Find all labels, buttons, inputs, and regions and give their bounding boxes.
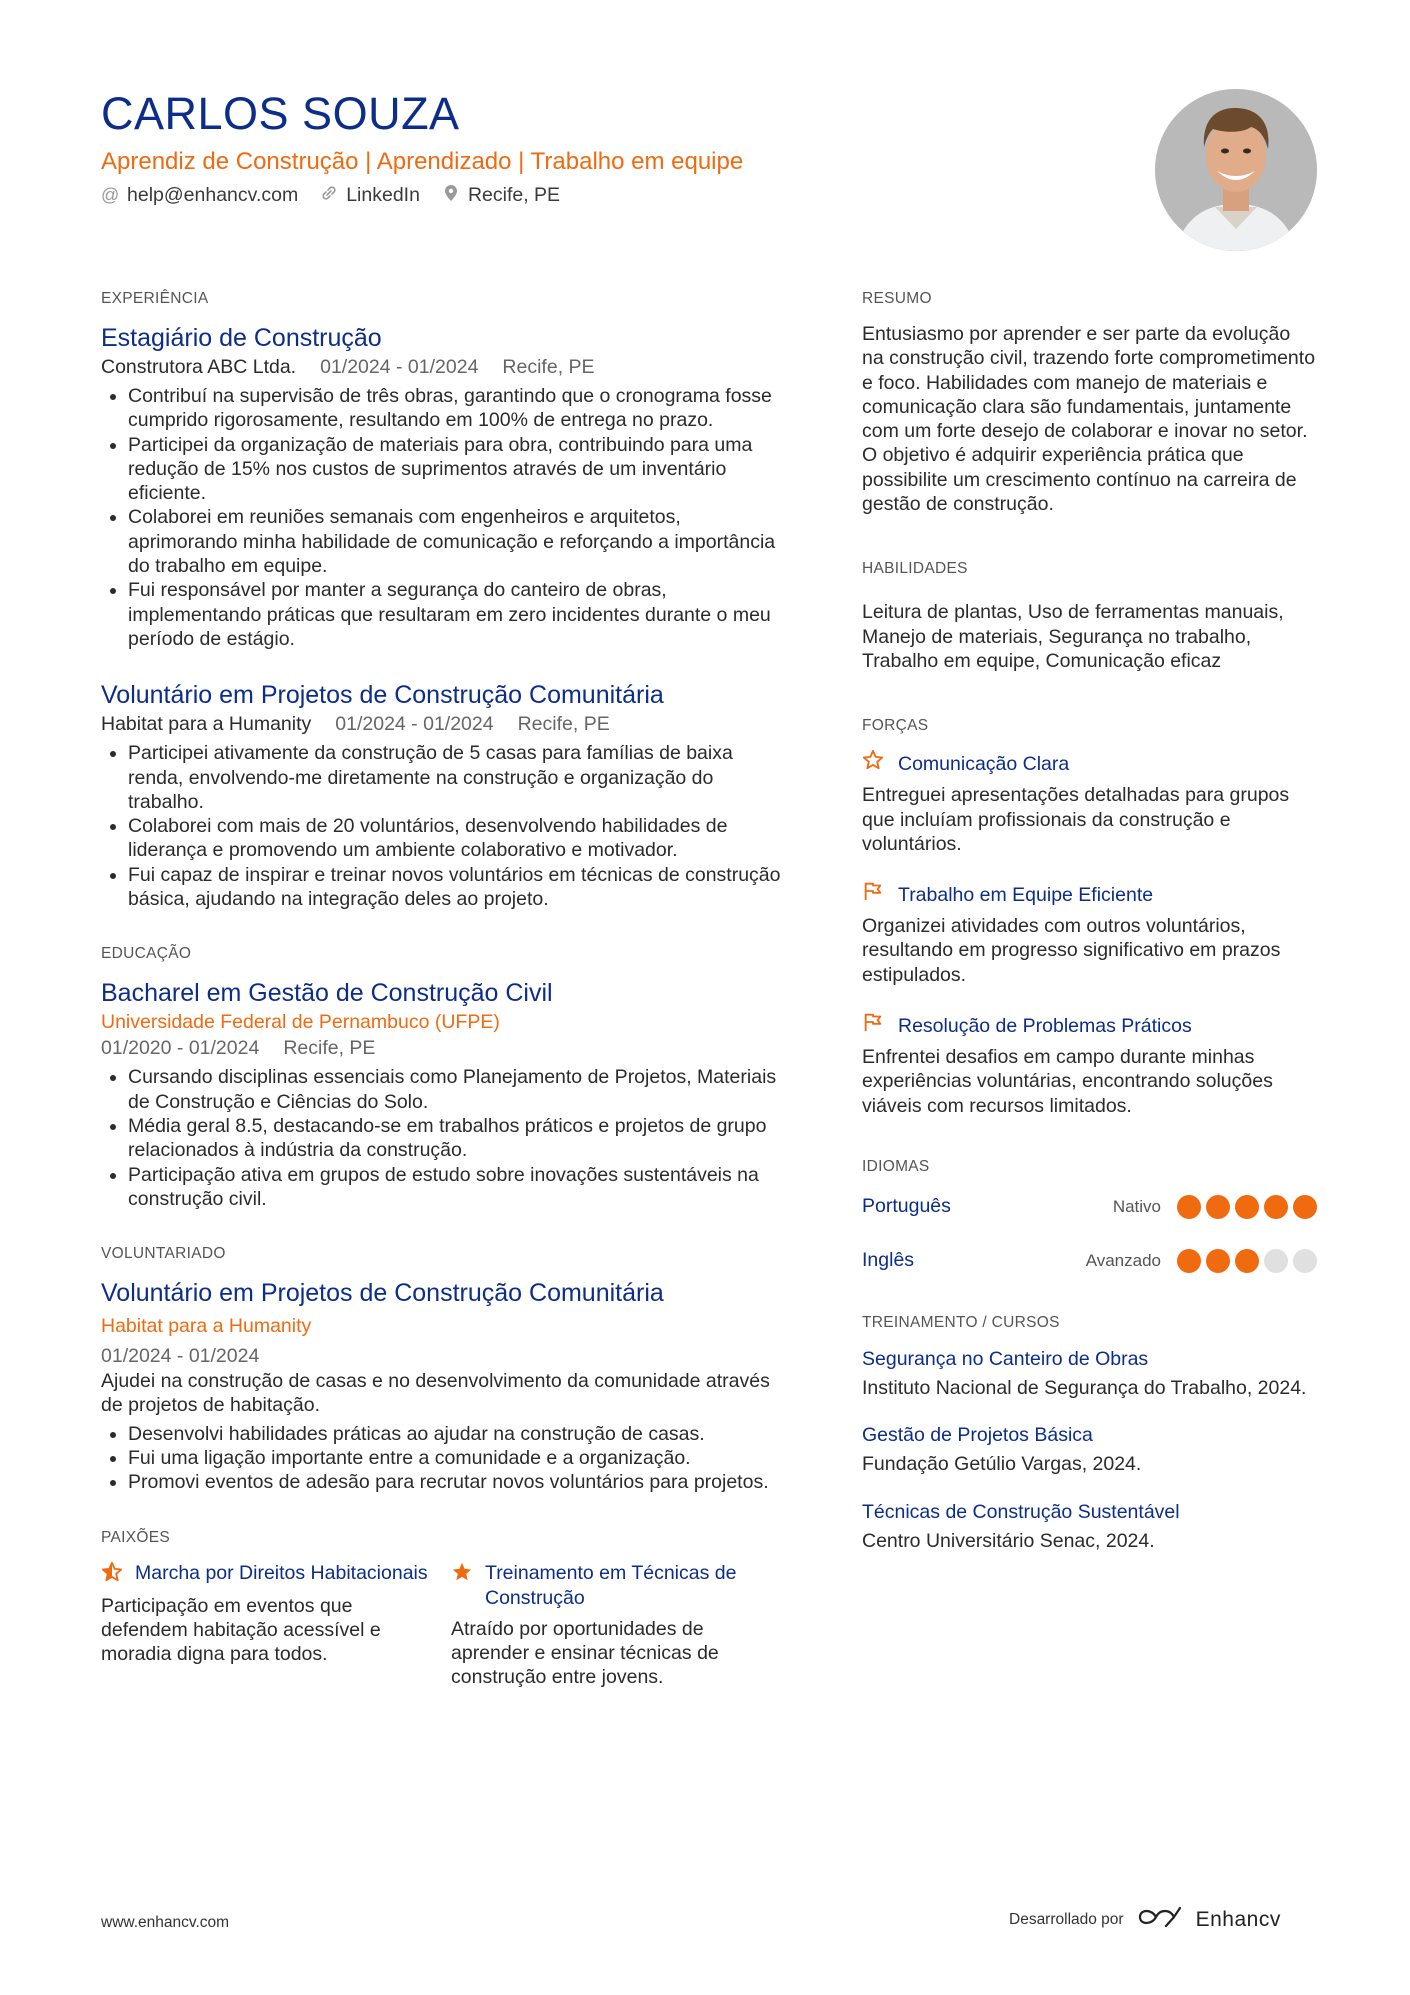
- bullet-item: • Promovi eventos de adesão para recrutar novos voluntários para projetos.: [128, 1470, 781, 1494]
- bullet-item: • Participei ativamente da construção de 5 casas para famílias de baixa renda, envolvendo-me diretamente na construção e organização do trabalho.: [128, 741, 781, 814]
- summary-section: [862, 290, 1317, 516]
- training-item: [862, 1346, 1317, 1400]
- job-company: Habitat para a Humanity: [101, 713, 312, 736]
- passion-item: [101, 1561, 431, 1690]
- experience-section: [101, 290, 781, 911]
- strength-item: [862, 1011, 1317, 1118]
- course-detail: Instituto Nacional de Segurança do Trabalho, 2024.: [862, 1376, 1307, 1399]
- bullet-item: • Fui capaz de inspirar e treinar novos voluntários em técnicas de construção básica, ajudando na integração deles ao projeto.: [128, 863, 781, 912]
- bullet-item: • Participei da organização de materiais para obra, contribuindo para uma redução de 15% nos custos de suprimentos através de um inventário eficiente.: [128, 433, 781, 506]
- skills-section: [862, 560, 1317, 673]
- bullet-item: • Participação ativa em grupos de estudo sobre inovações sustentáveis na construção civil.: [128, 1163, 781, 1212]
- skills-text: Leitura de plantas, Uso de ferramentas manuais, Manejo de materiais, Segurança no trabalho, Trabalho em equipe, Comunicação eficaz: [862, 601, 1284, 672]
- strength-title: Resolução de Problemas Práticos: [898, 1014, 1192, 1037]
- brand-name: Enhancv: [1195, 1907, 1281, 1931]
- languages-section: [862, 1158, 1317, 1288]
- volunteer-meta: [101, 1343, 781, 1369]
- course-title: Técnicas de Construção Sustentável: [862, 1500, 1180, 1523]
- strength-text: Enfrentei desafios em campo durante minhas experiências voluntárias, encontrando soluções viáveis com recursos limitados.: [862, 1046, 1273, 1117]
- job-meta: [101, 354, 781, 380]
- contact-location: [442, 184, 560, 207]
- at-icon: @: [101, 185, 120, 205]
- language-level: Nativo: [1112, 1196, 1161, 1216]
- language-row: [862, 1234, 1317, 1288]
- volunteer-description: Ajudei na construção de casas e no desenvolvimento da comunidade através de projetos de habitação.: [101, 1370, 770, 1417]
- strength-title-row: [862, 1011, 1317, 1040]
- experience-entry: [101, 679, 781, 911]
- strength-title-row: [862, 749, 1317, 778]
- education-meta: [101, 1035, 781, 1061]
- job-meta: [101, 711, 781, 737]
- section-title-skills: HABILIDADES: [862, 560, 968, 578]
- star-icon: [451, 1561, 473, 1611]
- rating-dot-filled: [1293, 1195, 1317, 1219]
- bullet-item: • Fui responsável por manter a segurança do canteiro de obras, implementando práticas que resultaram em zero incidentes durante o meu período de estágio.: [128, 578, 781, 651]
- education-location: Recife, PE: [283, 1037, 376, 1060]
- enhancv-logo-icon: [1136, 1905, 1184, 1934]
- star-outline-icon: [862, 749, 884, 778]
- job-dates: 01/2024 - 01/2024: [335, 713, 494, 736]
- flag-icon: [862, 880, 884, 909]
- job-title: Estagiário de Construção: [101, 324, 382, 352]
- passion-text: Participação em eventos que defendem habitação acessível e moradia digna para todos.: [101, 1594, 381, 1666]
- section-title-experience: EXPERIÊNCIA: [101, 290, 209, 307]
- job-company: Construtora ABC Ltda.: [101, 356, 297, 378]
- language-row: [862, 1180, 1317, 1234]
- contact-linkedin[interactable]: [320, 184, 420, 207]
- volunteer-dates: 01/2024 - 01/2024: [101, 1345, 260, 1368]
- education-bullets: [101, 1065, 781, 1211]
- passion-text: Atraído por oportunidades de aprender e ensinar técnicas de construção entre jovens.: [451, 1617, 719, 1689]
- section-title-volunteering: VOLUNTARIADO: [101, 1245, 226, 1263]
- contact-email[interactable]: [101, 184, 298, 207]
- degree-title: Bacharel em Gestão de Construção Civil: [101, 979, 553, 1008]
- job-dates: 01/2024 - 01/2024: [320, 356, 479, 378]
- training-item: [862, 1499, 1317, 1553]
- job-location: Recife, PE: [502, 356, 595, 378]
- language-name: Inglês: [862, 1249, 915, 1272]
- footer-branding: [1009, 1905, 1281, 1934]
- passion-title-row: [451, 1561, 781, 1611]
- location-pin-icon: [442, 184, 460, 207]
- flag-icon: [862, 1011, 884, 1040]
- candidate-name: CARLOS SOUZA: [101, 88, 460, 139]
- passion-title-row: [101, 1561, 431, 1588]
- rating-dot-empty: [1293, 1249, 1317, 1273]
- summary-text: Entusiasmo por aprender e ser parte da evolução na construção civil, trazendo forte comprometimento e foco. Habilidades com manejo de materiais e comunicação clara são fundamentais, juntamente com um forte desejo de colaborar e inovar no setor. O objetivo é adquirir experiência prática que possibilite um crescimento contínuo na carreira de gestão de construção.: [862, 323, 1316, 516]
- contact-bar: [101, 184, 560, 207]
- section-title-passions: PAIXÕES: [101, 1528, 171, 1546]
- language-name: Português: [862, 1195, 951, 1218]
- job-title: Voluntário em Projetos de Construção Comunitária: [101, 681, 664, 710]
- course-detail: Fundação Getúlio Vargas, 2024.: [862, 1453, 1142, 1476]
- profile-photo: [1155, 89, 1317, 251]
- strength-text: Entreguei apresentações detalhadas para grupos que incluíam profissionais da construção e voluntários.: [862, 784, 1290, 855]
- job-bullets: [101, 384, 781, 651]
- course-title: Segurança no Canteiro de Obras: [862, 1347, 1149, 1370]
- job-location: Recife, PE: [517, 713, 610, 736]
- section-title-strengths: FORÇAS: [862, 717, 929, 735]
- rating-dot-filled: [1264, 1195, 1288, 1219]
- passions-list: [101, 1561, 781, 1690]
- bullet-item: • Média geral 8.5, destacando-se em trabalhos práticos e projetos de grupo relacionados à indústria da construção.: [128, 1114, 781, 1163]
- education-dates: 01/2020 - 01/2024: [101, 1037, 260, 1060]
- education-section: [101, 945, 781, 1211]
- rating-dot-filled: [1235, 1195, 1259, 1219]
- rating-dot-filled: [1206, 1195, 1230, 1219]
- link-icon: [320, 184, 338, 207]
- contact-email-text: help@enhancv.com: [127, 184, 299, 206]
- section-title-languages: IDIOMAS: [862, 1157, 930, 1175]
- volunteer-bullets: [101, 1422, 781, 1495]
- bullet-item: • Colaborei com mais de 20 voluntários, desenvolvendo habilidades de liderança e promovendo um ambiente colaborativo e motivador.: [128, 814, 781, 863]
- bullet-item: • Cursando disciplinas essenciais como Planejamento de Projetos, Materiais de Construção e Ciências do Solo.: [128, 1065, 781, 1114]
- strength-text: Organizei atividades com outros voluntários, resultando em progresso significativo em prazos estipulados.: [862, 915, 1281, 986]
- strength-item: [862, 880, 1317, 987]
- strength-item: [862, 749, 1317, 856]
- passion-item: [451, 1561, 781, 1690]
- bullet-item: • Contribuí na supervisão de três obras, garantindo que o cronograma fosse cumprido rigorosamente, resultando em 100% de entrega no prazo.: [128, 384, 781, 433]
- contact-linkedin-text: LinkedIn: [346, 184, 420, 206]
- contact-location-text: Recife, PE: [467, 184, 561, 206]
- experience-entry: [101, 322, 781, 651]
- strengths-section: [862, 717, 1317, 1118]
- rating-dot-filled: [1206, 1249, 1230, 1273]
- rating-dot-filled: [1177, 1249, 1201, 1273]
- section-title-education: EDUCAÇÃO: [101, 945, 192, 963]
- school-name: Universidade Federal de Pernambuco (UFPE): [101, 1011, 500, 1034]
- rating-dot-filled: [1235, 1249, 1259, 1273]
- section-title-training: TREINAMENTO / CURSOS: [862, 1313, 1060, 1331]
- volunteering-section: [101, 1245, 781, 1494]
- powered-by-text: Desarrollado por: [1009, 1910, 1124, 1928]
- passion-title: Marcha por Direitos Habitacionais: [135, 1561, 428, 1584]
- right-column: [862, 290, 1317, 1553]
- strength-title: Trabalho em Equipe Eficiente: [898, 883, 1154, 906]
- star-half-icon: [101, 1561, 123, 1588]
- passions-section: [101, 1529, 781, 1690]
- language-rating: [1177, 1195, 1317, 1219]
- volunteer-org: Habitat para a Humanity: [101, 1315, 312, 1338]
- rating-dot-empty: [1264, 1249, 1288, 1273]
- strength-title-row: [862, 880, 1317, 909]
- language-rating: [1177, 1249, 1317, 1273]
- candidate-tagline: Aprendiz de Construção | Aprendizado | Trabalho em equipe: [101, 148, 744, 175]
- job-bullets: [101, 741, 781, 911]
- training-section: [862, 1314, 1317, 1553]
- volunteer-role: Voluntário em Projetos de Construção Comunitária: [101, 1279, 664, 1308]
- footer-website[interactable]: www.enhancv.com: [101, 1914, 230, 1931]
- bullet-item: • Desenvolvi habilidades práticas ao ajudar na construção de casas.: [128, 1422, 781, 1446]
- strength-title: Comunicação Clara: [898, 752, 1070, 775]
- section-title-summary: RESUMO: [862, 290, 932, 307]
- language-level: Avanzado: [1085, 1250, 1161, 1270]
- bullet-item: • Fui uma ligação importante entre a comunidade e a organização.: [128, 1446, 781, 1470]
- passion-title: Treinamento em Técnicas de Construção: [485, 1561, 737, 1609]
- course-detail: Centro Universitário Senac, 2024.: [862, 1529, 1155, 1552]
- bullet-item: • Colaborei em reuniões semanais com engenheiros e arquitetos, aprimorando minha habilidade de comunicação e reforçando a importância do trabalho em equipe.: [128, 505, 781, 578]
- left-column: [101, 290, 781, 1690]
- training-item: [862, 1422, 1317, 1476]
- rating-dot-filled: [1177, 1195, 1201, 1219]
- course-title: Gestão de Projetos Básica: [862, 1424, 1093, 1447]
